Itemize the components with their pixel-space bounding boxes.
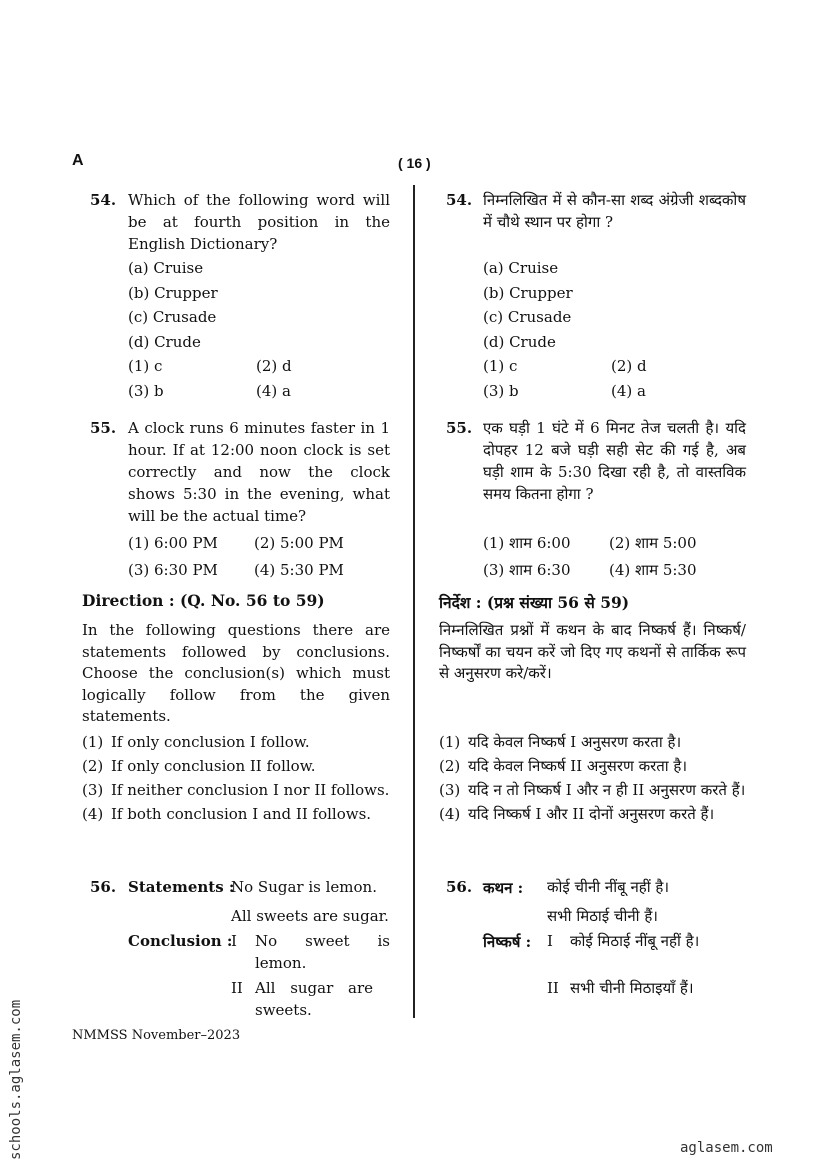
conclusion-2-number: II: [231, 979, 243, 997]
q55-answers: [483, 530, 749, 584]
answer-3: (3) b: [128, 381, 164, 400]
answer-4: (4) a: [256, 381, 291, 400]
option-b: (b) Crupper: [128, 283, 218, 302]
direction-option: (3) यदि न तो निष्कर्ष I और न ही II अनुसरण करते हैं।: [439, 781, 746, 799]
answer-1: (1) c: [483, 357, 518, 375]
direction-option: (4) यदि निष्कर्ष I और II दोनों अनुसरण करते हैं।: [439, 805, 715, 823]
option-b: (b) Crupper: [483, 283, 573, 302]
q55-number: 55.: [446, 419, 473, 437]
answer-2: (2) d: [256, 357, 292, 375]
direction-options: [439, 730, 749, 826]
conclusion-1-number: I: [231, 932, 237, 950]
q54-answers: [483, 354, 751, 403]
direction-title: Direction : (Q. No. 56 to 59): [82, 591, 325, 610]
conclusion-1-number: I: [547, 932, 553, 950]
statements-label: कथन :: [483, 879, 524, 897]
conclusion-2: All sugar are sweets.: [255, 979, 374, 1019]
q54-answers: [128, 354, 396, 403]
footer-exam-name: NMMSS November–2023: [72, 1028, 241, 1043]
watermark-vertical: schools.aglasem.com: [8, 999, 24, 1160]
statements-label: Statements :: [128, 878, 235, 896]
q55-text: एक घड़ी 1 घंटे में 6 मिनट तेज चलती है। यदि दोपहर 12 बजे घड़ी सही सेट की गई है, अब घड़ी शाम के 5:30 दिखा रही है, तो वास्तविक समय कितना होगा ?: [483, 419, 746, 503]
watermark-bottom-right: aglasem.com: [680, 1140, 773, 1156]
direction-options: [82, 730, 392, 826]
answer-3: (3) शाम 6:30: [483, 561, 571, 579]
option-d: (d) Crude: [128, 332, 201, 351]
q54-number: 54.: [446, 191, 473, 209]
direction-option: (4) If both conclusion I and II follows.: [82, 805, 372, 823]
answer-1: (1) 6:00 PM: [128, 534, 218, 552]
answer-3: (3) 6:30 PM: [128, 561, 218, 579]
column-divider: [413, 185, 415, 1018]
conclusion-label: निष्कर्ष :: [483, 933, 532, 951]
q55-answers: [128, 530, 394, 584]
option-d: (d) Crude: [483, 332, 556, 351]
answer-2: (2) d: [611, 357, 647, 375]
section-label: A: [72, 152, 84, 169]
page-number: ( 16 ): [398, 155, 431, 171]
conclusion-2: सभी चीनी मिठाइयाँ हैं।: [570, 979, 694, 997]
q54-text: Which of the following word will be at fourth position in the English Dictionary?: [128, 191, 390, 253]
answer-4: (4) 5:30 PM: [254, 561, 344, 579]
q54-number: 54.: [90, 191, 117, 209]
option-a: (a) Cruise: [483, 259, 559, 277]
q56-number: 56.: [446, 878, 473, 896]
statement-2: All sweets are sugar.: [231, 907, 389, 925]
direction-option: (3) If neither conclusion I nor II follows.: [82, 781, 390, 799]
q54-options: [128, 256, 218, 354]
conclusion-1: कोई मिठाई नींबू नहीं है।: [570, 932, 700, 950]
direction-option: (1) If only conclusion I follow.: [82, 733, 310, 751]
conclusion-label: Conclusion :: [128, 932, 233, 950]
option-c: (c) Crusade: [483, 308, 572, 326]
direction-text: In the following questions there are statements followed by conclusions. Choose the conclusion(s) which must logically follow from the given statements.: [82, 621, 390, 726]
answer-4: (4) a: [611, 381, 646, 400]
direction-text: निम्नलिखित प्रश्नों में कथन के बाद निष्कर्ष हैं। निष्कर्ष/निष्कर्षों का चयन करें जो दिए गए कथनों से तार्किक रूप से अनुसरण करे/करें।: [439, 621, 746, 683]
direction-option: (2) यदि केवल निष्कर्ष II अनुसरण करता है।: [439, 757, 688, 775]
q55-number: 55.: [90, 419, 117, 437]
q54-options: [483, 256, 573, 354]
statement-1: No Sugar is lemon.: [231, 878, 377, 896]
statement-1: कोई चीनी नींबू नहीं है।: [547, 878, 670, 896]
q54-text: निम्नलिखित में से कौन-सा शब्द अंग्रेजी शब्दकोष में चौथे स्थान पर होगा ?: [483, 191, 746, 231]
answer-2: (2) 5:00 PM: [254, 534, 344, 552]
direction-option: (2) If only conclusion II follow.: [82, 757, 316, 775]
statement-2: सभी मिठाई चीनी हैं।: [547, 907, 658, 925]
option-c: (c) Crusade: [128, 308, 217, 326]
q56-number: 56.: [90, 878, 117, 896]
answer-2: (2) शाम 5:00: [609, 534, 697, 552]
direction-option: (1) यदि केवल निष्कर्ष I अनुसरण करता है।: [439, 733, 682, 751]
answer-1: (1) शाम 6:00: [483, 534, 571, 552]
direction-title: निर्देश : (प्रश्न संख्या 56 से 59): [439, 593, 630, 612]
answer-1: (1) c: [128, 357, 163, 375]
q55-text: A clock runs 6 minutes faster in 1 hour. If at 12:00 noon clock is set correctly and now the clock shows 5:30 in the evening, what will be the actual time?: [128, 419, 390, 525]
conclusion-2-number: II: [547, 979, 559, 997]
answer-4: (4) शाम 5:30: [609, 561, 697, 579]
conclusion-1: No sweet is lemon.: [255, 932, 390, 972]
option-a: (a) Cruise: [128, 259, 204, 277]
answer-3: (3) b: [483, 381, 519, 400]
